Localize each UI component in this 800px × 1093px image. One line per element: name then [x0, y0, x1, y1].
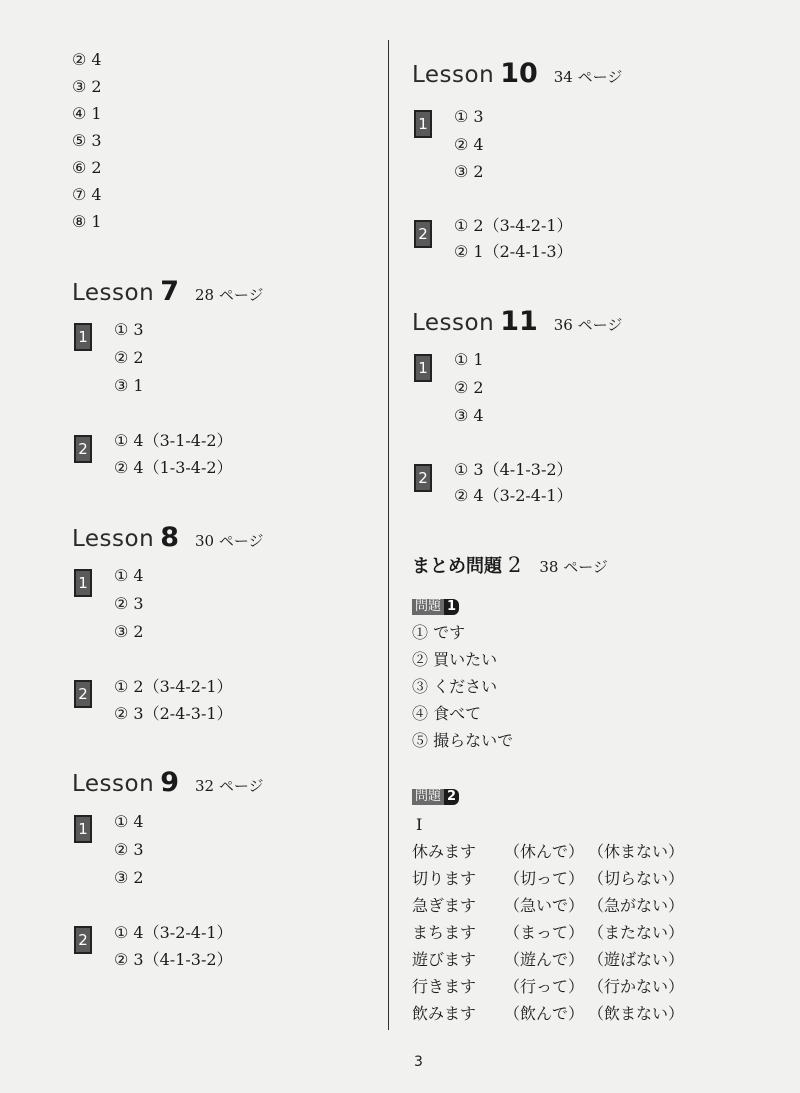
verb-masu: 飲みます — [412, 1004, 477, 1023]
review-heading — [412, 552, 608, 578]
conjugation-row — [412, 869, 684, 889]
question-label-text: 問題 — [412, 789, 444, 805]
lesson-number: 7 — [160, 276, 179, 307]
answer-item: ① です — [412, 623, 466, 642]
answer-item: ① 2（3-4-2-1） — [454, 216, 573, 235]
section-2-badge: 2 — [74, 926, 92, 954]
conjugation-row — [412, 977, 684, 997]
answer-item: ④ 1 — [72, 104, 102, 123]
lesson-page: 30 ページ — [194, 532, 264, 550]
verb-masu: 急ぎます — [412, 896, 477, 915]
verb-masu: 切ります — [412, 869, 477, 888]
answer-item: ② 1（2-4-1-3） — [454, 242, 573, 261]
verb-masu: 遊びます — [412, 950, 477, 969]
answer-item: ⑧ 1 — [72, 212, 102, 231]
answer-item: ③ ください — [412, 677, 498, 696]
verb-te: （遊んで） — [504, 950, 585, 969]
lesson-page: 34 ページ — [553, 68, 623, 86]
lesson-number: 10 — [500, 58, 538, 89]
section-2-badge: 2 — [414, 464, 432, 492]
conjugation-row — [412, 1004, 684, 1024]
answer-item: ① 4（3-2-4-1） — [114, 923, 233, 942]
answer-item: ③ 2 — [114, 868, 144, 887]
lesson-word: Lesson — [412, 310, 495, 336]
page-number: 3 — [414, 1054, 423, 1070]
right-column — [390, 0, 800, 1093]
roman-numeral: I — [416, 815, 423, 834]
answer-item: ② 4（1-3-4-2） — [114, 458, 233, 477]
answer-item: ⑤ 3 — [72, 131, 102, 150]
lesson-page: 32 ページ — [194, 777, 264, 795]
answer-item: ② 4 — [454, 135, 484, 154]
verb-nai: （行かない） — [588, 977, 685, 996]
lesson-11-heading — [412, 306, 622, 338]
section-1-badge: 1 — [74, 323, 92, 351]
answer-item: ② 3（2-4-3-1） — [114, 704, 233, 723]
verb-te: （急いで） — [504, 896, 585, 915]
review-page: 38 ページ — [539, 558, 608, 576]
answer-item: ③ 1 — [114, 376, 144, 395]
lesson-8-heading — [72, 522, 264, 554]
lesson-number: 8 — [160, 522, 179, 553]
answer-item: ① 3 — [454, 107, 484, 126]
answer-item: ① 3（4-1-3-2） — [454, 460, 573, 479]
answer-item: ⑤ 撮らないで — [412, 731, 514, 750]
answer-item: ① 1 — [454, 350, 484, 369]
lesson-7-heading — [72, 276, 264, 308]
answer-item: ② 買いたい — [412, 650, 498, 669]
answer-item: ⑦ 4 — [72, 185, 102, 204]
answer-item: ③ 2 — [454, 162, 484, 181]
lesson-page: 36 ページ — [553, 316, 623, 334]
verb-nai: （急がない） — [588, 896, 685, 915]
verb-nai: （飲まない） — [588, 1004, 685, 1023]
question-label-text: 問題 — [412, 599, 444, 615]
section-1-badge: 1 — [74, 569, 92, 597]
verb-nai: （遊ばない） — [588, 950, 685, 969]
verb-te: （まって） — [504, 923, 585, 942]
lesson-word: Lesson — [72, 771, 155, 797]
answer-item: ① 2（3-4-2-1） — [114, 677, 233, 696]
answer-item: ③ 2 — [72, 77, 102, 96]
answer-item: ① 4 — [114, 566, 144, 585]
review-title: まとめ問題 — [412, 556, 502, 577]
answer-item: ⑥ 2 — [72, 158, 102, 177]
section-1-badge: 1 — [414, 110, 432, 138]
answer-item: ③ 2 — [114, 622, 144, 641]
lesson-10-heading — [412, 58, 622, 90]
lesson-word: Lesson — [412, 62, 495, 88]
answer-item: ④ 食べて — [412, 704, 482, 723]
answer-item: ② 3（4-1-3-2） — [114, 950, 233, 969]
section-1-badge: 1 — [414, 354, 432, 382]
verb-nai: （休まない） — [588, 842, 685, 861]
left-column — [0, 0, 388, 1093]
lesson-word: Lesson — [72, 280, 155, 306]
lesson-9-heading — [72, 767, 264, 799]
review-number: 2 — [508, 553, 522, 577]
conjugation-row — [412, 842, 684, 862]
question-2-label — [412, 789, 459, 805]
verb-masu: 休みます — [412, 842, 477, 861]
answer-item: ② 3 — [114, 594, 144, 613]
answer-item: ② 3 — [114, 840, 144, 859]
verb-te: （休んで） — [504, 842, 585, 861]
question-label-number: 1 — [444, 599, 459, 615]
column-divider — [388, 40, 389, 1030]
lesson-word: Lesson — [72, 526, 155, 552]
answer-item: ① 3 — [114, 320, 144, 339]
lesson-page: 28 ページ — [194, 286, 264, 304]
verb-nai: （切らない） — [588, 869, 685, 888]
section-1-badge: 1 — [74, 815, 92, 843]
section-2-badge: 2 — [74, 435, 92, 463]
section-2-badge: 2 — [74, 680, 92, 708]
answer-item: ③ 4 — [454, 406, 484, 425]
answer-item: ① 4 — [114, 812, 144, 831]
verb-te: （切って） — [504, 869, 585, 888]
verb-nai: （またない） — [588, 923, 685, 942]
conjugation-row — [412, 896, 684, 916]
answer-item: ② 4（3-2-4-1） — [454, 486, 573, 505]
conjugation-row — [412, 950, 684, 970]
answer-item: ① 4（3-1-4-2） — [114, 431, 233, 450]
question-label-number: 2 — [444, 789, 459, 805]
verb-te: （行って） — [504, 977, 585, 996]
answer-item: ② 4 — [72, 50, 102, 69]
answer-item: ② 2 — [114, 348, 144, 367]
answer-item: ② 2 — [454, 378, 484, 397]
verb-masu: まちます — [412, 923, 477, 942]
section-2-badge: 2 — [414, 220, 432, 248]
lesson-number: 9 — [160, 767, 179, 798]
verb-te: （飲んで） — [504, 1004, 585, 1023]
verb-masu: 行きます — [412, 977, 477, 996]
conjugation-row — [412, 923, 684, 943]
question-1-label — [412, 599, 459, 615]
lesson-number: 11 — [500, 306, 538, 337]
